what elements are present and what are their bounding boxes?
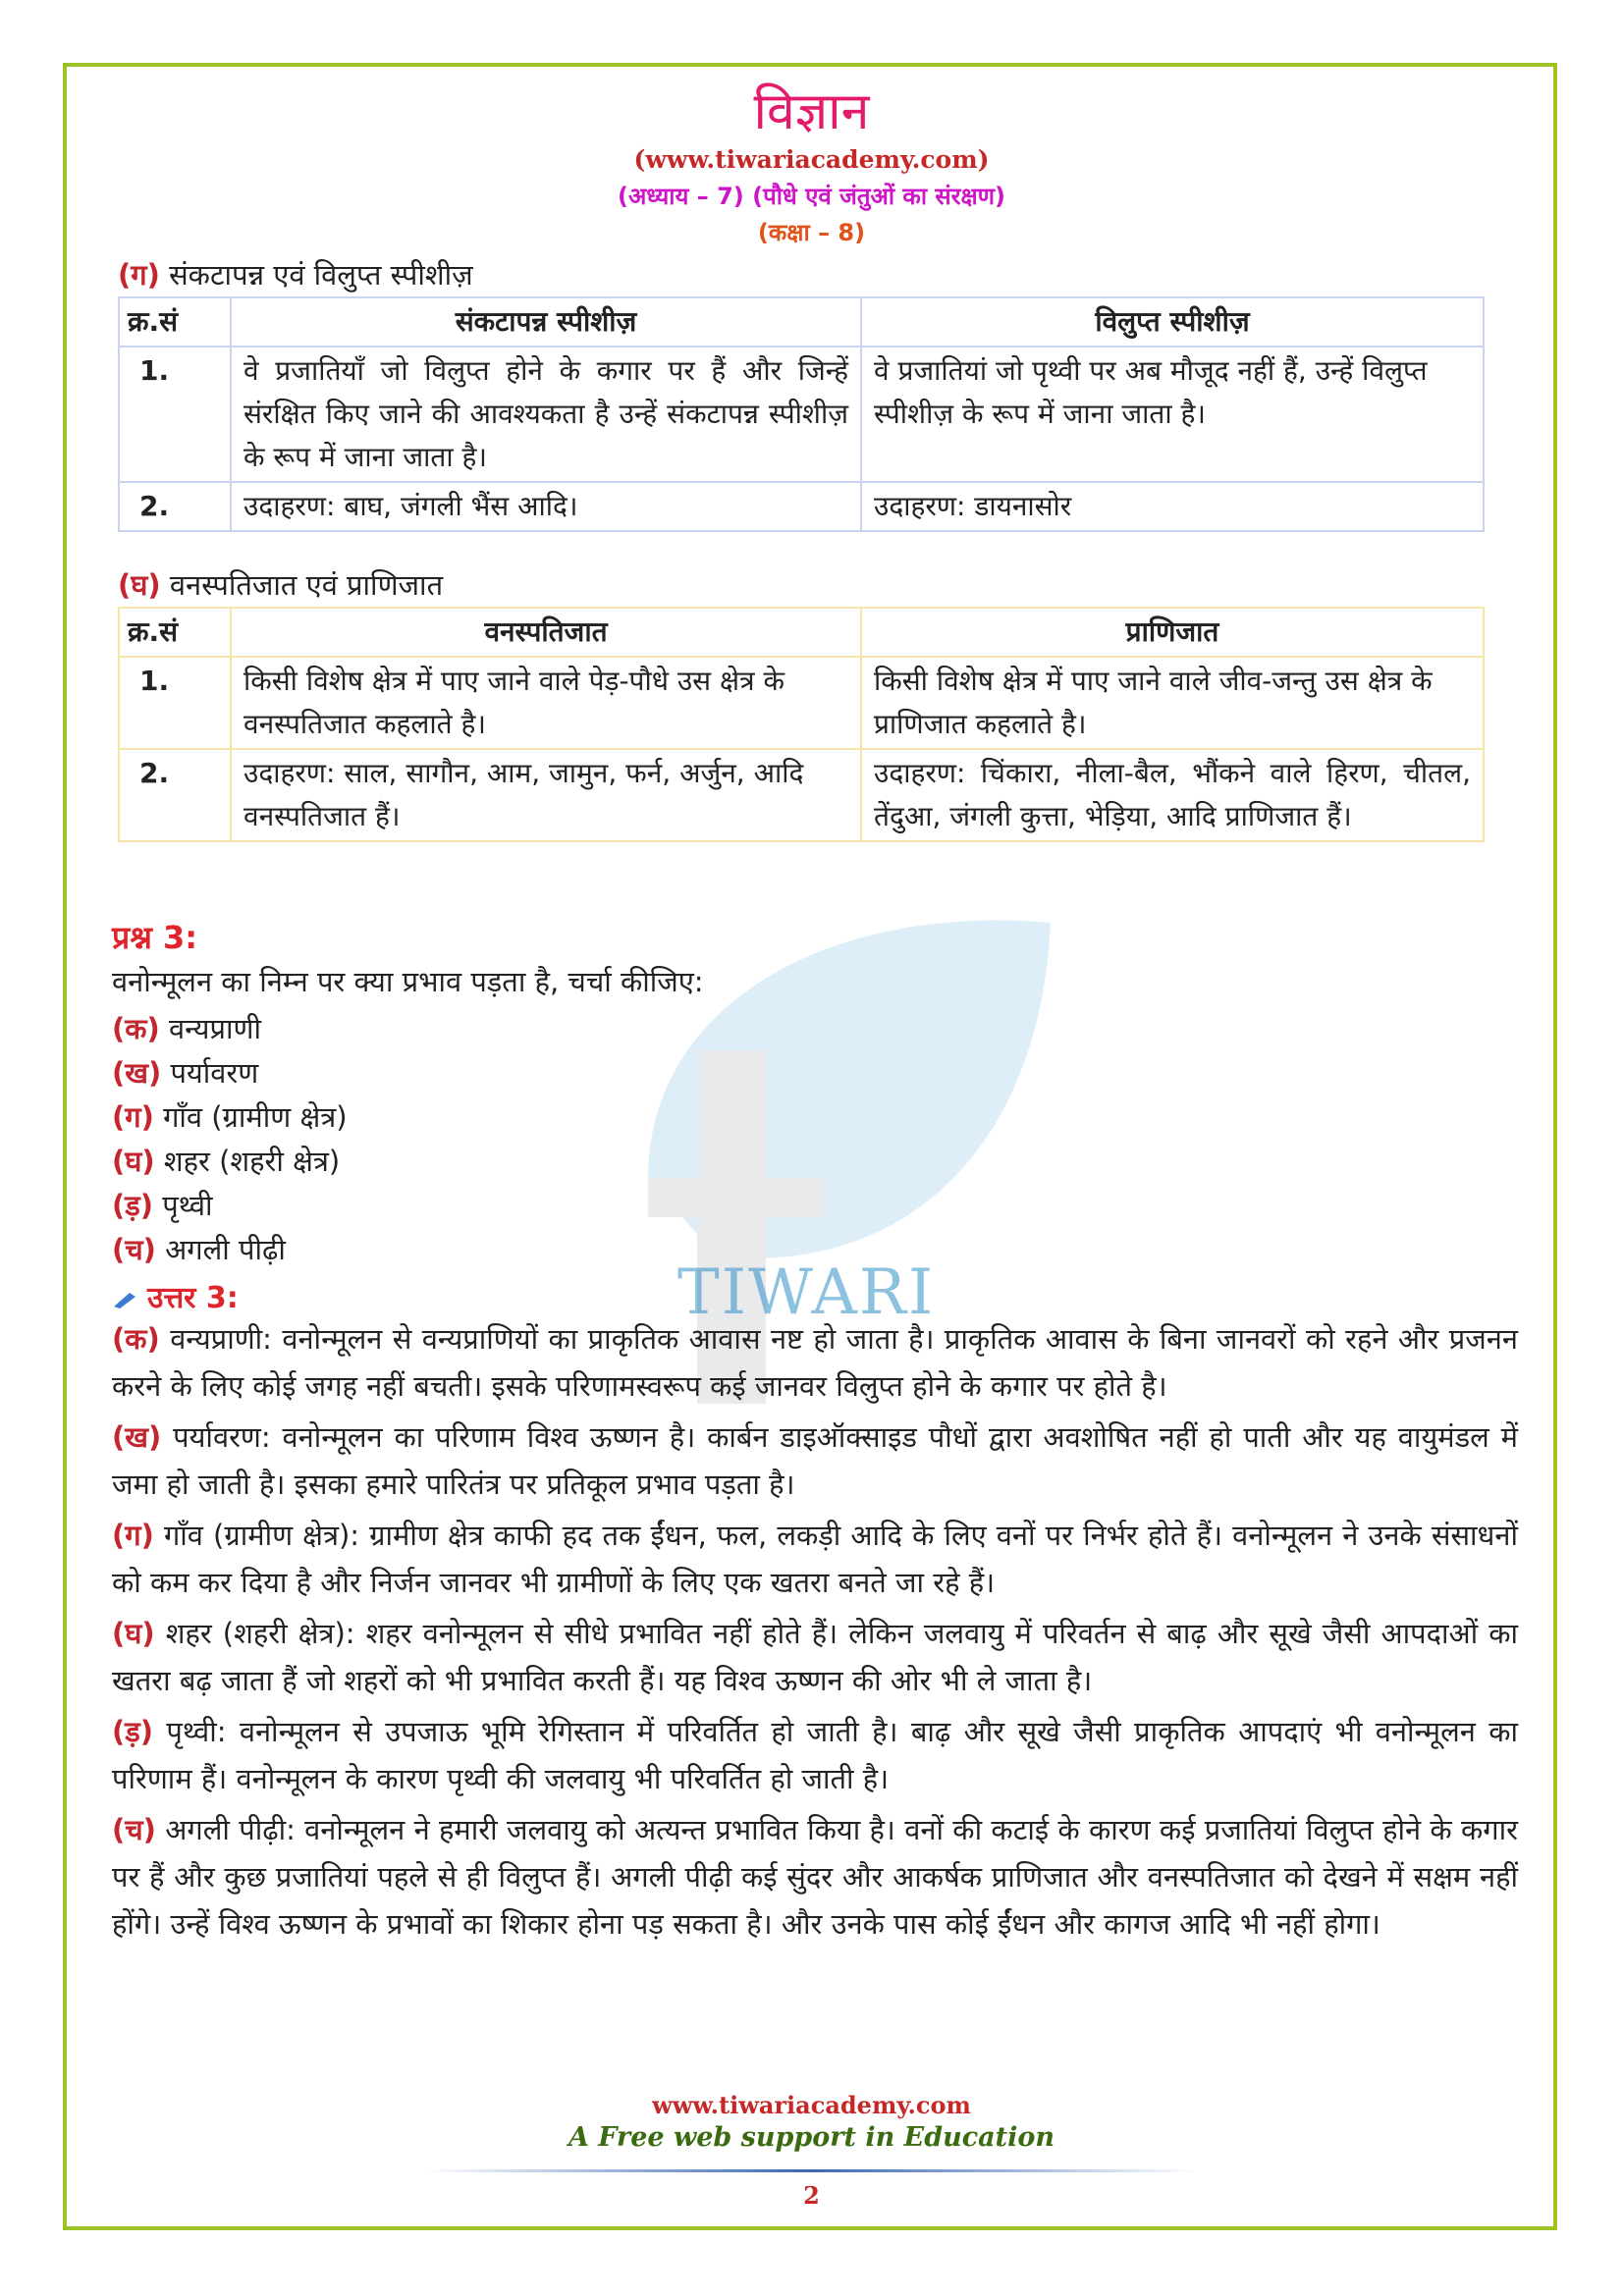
item-text: वन्यप्राणी: [169, 1012, 261, 1045]
column-header: संकटापन्न स्पीशीज़: [231, 297, 861, 347]
flora-fauna-table: [118, 607, 1485, 842]
column-header: क्र.सं: [119, 608, 231, 657]
class-label: (कक्षा – 8): [757, 219, 866, 246]
footer-divider: [422, 2169, 1198, 2172]
answer-body: [112, 1315, 1518, 1951]
list-item: [112, 1007, 348, 1051]
item-text: अगली पीढ़ी: [165, 1233, 286, 1266]
watermark-text: TIWARI: [677, 1256, 936, 1329]
answer-text: पृथ्वी: वनोन्मूलन से उपजाऊ भूमि रेगिस्तान में परिवर्तित हो जाती है। बाढ़ और सूखे जैसी प्राकृतिक आपदाएं भी वनोन्मूलन का परिणाम हैं। वनोन्मूलन के कारण पृथ्वी की जलवायु भी परिवर्तित हो जाती है।: [112, 1715, 1519, 1795]
footer-tagline: A Free web support in Education: [568, 2122, 1055, 2153]
table-header-row: [119, 608, 1484, 657]
site-url[interactable]: (www.tiwariacademy.com): [633, 145, 990, 174]
chapter-title: (अध्याय – 7) (पौधे एवं जंतुओं का संरक्षण): [618, 183, 1005, 210]
list-item: [112, 1184, 348, 1228]
item-key: (ग): [112, 1100, 154, 1134]
answer-key: (घ): [112, 1617, 155, 1650]
table-cell: 2.: [119, 749, 231, 841]
answer-key: (ख): [112, 1420, 162, 1454]
section-heading-g: [118, 255, 473, 294]
question-text: वनोन्मूलन का निम्न पर क्या प्रभाव पड़ता है, चर्चा कीजिए:: [112, 965, 704, 998]
table-cell: उदाहरण: डायनासोर: [861, 482, 1484, 531]
page-title: विज्ञान: [753, 82, 870, 141]
answer-text: वन्यप्राणी: वनोन्मूलन से वन्यप्राणियों का प्राकृतिक आवास नष्ट हो जाता है। प्राकृतिक आवास के बिना जानवरों को रहने और प्रजनन करने के लिए कोई जगह नहीं बचती। इसके परिणामस्वरूप कई जानवर विलुप्त होने के कगार पर होते है।: [112, 1322, 1519, 1403]
answer-paragraph: [112, 1610, 1518, 1704]
item-key: (घ): [112, 1145, 155, 1178]
item-text: पर्यावरण: [170, 1056, 259, 1090]
pen-icon: [112, 1291, 137, 1308]
answer-paragraph: [112, 1806, 1518, 1948]
answer-text: अगली पीढ़ी: वनोन्मूलन ने हमारी जलवायु को अत्यन्त प्रभावित किया है। वनों की कटाई के कारण कई प्रजातियां विलुप्त होने के कगार पर हैं और कुछ प्रजातियां पहले से ही विलुप्त हैं। अगली पीढ़ी कई सुंदर और आकर्षक प्राणिजात और वनस्पतिजात को देखने में सक्षम नहीं होंगे। उन्हें विश्व ऊष्णन के प्रभावों का शिकार होना पड़ सकता है। और उनके पास कोई ईंधन और कागज आदि भी नहीं होगा।: [112, 1813, 1518, 1941]
item-text: शहर (शहरी क्षेत्र): [163, 1145, 341, 1178]
table-cell: 1.: [119, 347, 231, 482]
section-title: संकटापन्न एवं विलुप्त स्पीशीज़: [169, 258, 473, 292]
list-item: [112, 1051, 348, 1095]
answer-heading: [112, 1276, 239, 1316]
answer-key: (च): [112, 1813, 156, 1846]
column-header: क्र.सं: [119, 297, 231, 347]
table-row: [119, 749, 1484, 841]
table-cell: उदाहरण: चिंकारा, नीला-बैल, भौंकने वाले हिरण, चीतल, तेंदुआ, जंगली कुत्ता, भेड़िया, आदि प्राणिजात हैं।: [861, 749, 1484, 841]
list-item: [112, 1228, 348, 1272]
table-cell: उदाहरण: साल, सागौन, आम, जामुन, फर्न, अर्जुन, आदि वनस्पतिजात हैं।: [231, 749, 861, 841]
table-cell: वे प्रजातियां जो पृथ्वी पर अब मौजूद नहीं हैं, उन्हें विलुप्त स्पीशीज़ के रूप में जाना जाता है।: [861, 347, 1484, 482]
answer-label: उत्तर 3:: [147, 1281, 239, 1315]
column-header: प्राणिजात: [861, 608, 1484, 657]
item-key: (ख): [112, 1056, 162, 1090]
answer-key: (ड़): [112, 1715, 154, 1748]
answer-paragraph: [112, 1708, 1518, 1802]
section-title: वनस्पतिजात एवं प्राणिजात: [169, 568, 444, 602]
section-tag: (ग): [118, 258, 160, 292]
footer-site-url[interactable]: www.tiwariacademy.com: [652, 2091, 971, 2119]
item-text: गाँव (ग्रामीण क्षेत्र): [163, 1100, 348, 1134]
table-cell: किसी विशेष क्षेत्र में पाए जाने वाले पेड़-पौधे उस क्षेत्र के वनस्पतिजात कहलाते है।: [231, 657, 861, 749]
answer-paragraph: [112, 1512, 1518, 1606]
answer-text: पर्यावरण: वनोन्मूलन का परिणाम विश्व ऊष्णन है। कार्बन डाइऑक्साइड पौधों द्वारा अवशोषित नहीं हो पाती और यह वायुमंडल में जमा हो जाती है। इसका हमारे पारितंत्र पर प्रतिकूल प्रभाव पड़ता है।: [112, 1420, 1519, 1501]
item-text: पृथ्वी: [162, 1189, 213, 1222]
table-row: [119, 482, 1484, 531]
page-number: 2: [803, 2181, 820, 2210]
table-row: [119, 657, 1484, 749]
question-label: प्रश्न 3:: [112, 919, 198, 956]
table-cell: 2.: [119, 482, 231, 531]
item-key: (क): [112, 1012, 160, 1045]
answer-text: शहर (शहरी क्षेत्र): शहर वनोन्मूलन से सीधे प्रभावित नहीं होते हैं। लेकिन जलवायु में परिवर्तन से बाढ़ और सूखे जैसी आपदाओं का खतरा बढ़ जाता हैं जो शहरों को भी प्रभावित करती हैं। यह विश्व ऊष्णन की ओर भी ले जाता है।: [112, 1617, 1519, 1697]
item-key: (च): [112, 1233, 156, 1266]
column-header: विलुप्त स्पीशीज़: [861, 297, 1484, 347]
table-cell: उदाहरण: बाघ, जंगली भैंस आदि।: [231, 482, 861, 531]
section-tag: (घ): [118, 568, 161, 602]
table-row: [119, 347, 1484, 482]
answer-paragraph: [112, 1414, 1518, 1508]
table-cell: वे प्रजातियाँ जो विलुप्त होने के कगार पर हैं और जिन्हें संरक्षित किए जाने की आवश्यकता है उन्हें संकटापन्न स्पीशीज़ के रूप में जाना जाता है।: [231, 347, 861, 482]
answer-paragraph: [112, 1315, 1518, 1410]
section-heading-gh: [118, 565, 443, 604]
list-item: [112, 1140, 348, 1184]
answer-key: (ग): [112, 1519, 154, 1552]
column-header: वनस्पतिजात: [231, 608, 861, 657]
table-cell: किसी विशेष क्षेत्र में पाए जाने वाले जीव-जन्तु उस क्षेत्र के प्राणिजात कहलाते है।: [861, 657, 1484, 749]
answer-text: गाँव (ग्रामीण क्षेत्र): ग्रामीण क्षेत्र काफी हद तक ईंधन, फल, लकड़ी आदि के लिए वनों पर निर्भर होते हैं। वनोन्मूलन ने उनके संसाधनों को कम कर दिया है और निर्जन जानवर भी ग्रामीणों के लिए एक खतरा बनते जा रहे हैं।: [112, 1519, 1519, 1599]
answer-key: (क): [112, 1322, 160, 1356]
endangered-extinct-table: [118, 296, 1485, 532]
table-header-row: [119, 297, 1484, 347]
question-items: [112, 1007, 348, 1272]
item-key: (ड़): [112, 1189, 154, 1222]
list-item: [112, 1095, 348, 1140]
table-cell: 1.: [119, 657, 231, 749]
